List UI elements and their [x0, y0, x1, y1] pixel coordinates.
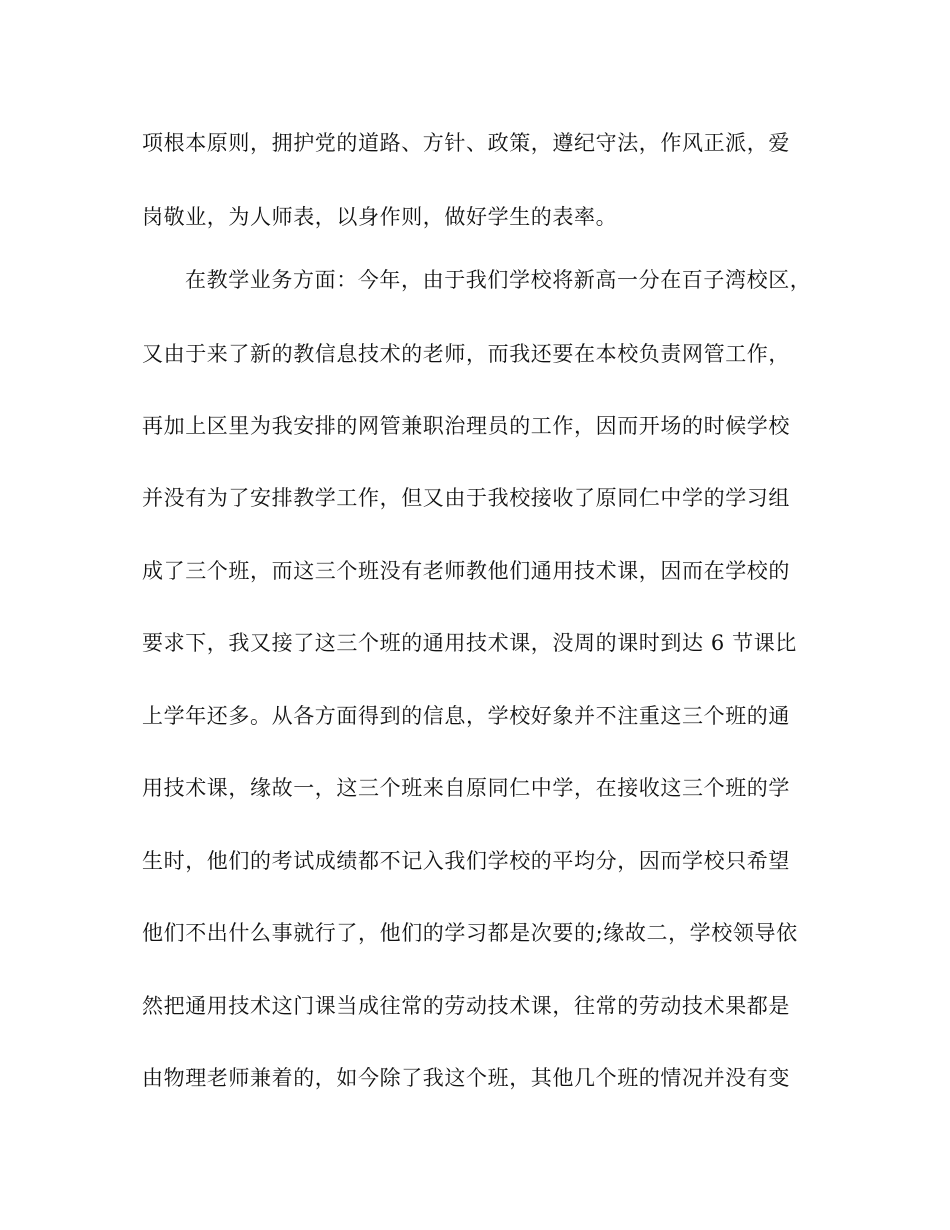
text-line: 然把通用技术这门课当成往常的劳动技术课，往常的劳动技术果都是: [142, 994, 790, 1018]
text-line: 再加上区里为我安排的网管兼职治理员的工作，因而开场的时候学校: [142, 414, 790, 438]
text-line: 并没有为了安排教学工作，但又由于我校接收了原同仁中学的学习组: [142, 486, 790, 510]
text-line: 岗敬业，为人师表，以身作则，做好学生的表率。: [142, 205, 618, 229]
text-line: 上学年还多。从各方面得到的信息，学校好象并不注重这三个班的通: [142, 704, 790, 728]
text-line: 又由于来了新的教信息技术的老师，而我还要在本校负责网管工作，: [142, 342, 790, 366]
text-line: 成了三个班，而这三个班没有老师教他们通用技术课，因而在学校的: [142, 559, 790, 583]
text-line: 要求下，我又接了这三个班的通用技术课，没周的课时到达 6 节课比: [142, 631, 797, 655]
text-line: 由物理老师兼着的，如今除了我这个班，其他几个班的情况并没有变: [142, 1066, 790, 1090]
paragraph-start-line: 在教学业务方面：今年，由于我们学校将新高一分在百子湾校区，: [185, 268, 812, 292]
text-line: 用技术课，缘故一，这三个班来自原同仁中学，在接收这三个班的学: [142, 776, 790, 800]
text-line: 项根本原则，拥护党的道路、方针、政策，遵纪守法，作风正派，爱: [142, 131, 790, 155]
text-line: 他们不出什么事就行了，他们的学习都是次要的;缘故二，学校领导依: [142, 921, 798, 945]
text-line: 生时，他们的考试成绩都不记入我们学校的平均分，因而学校只希望: [142, 849, 790, 873]
